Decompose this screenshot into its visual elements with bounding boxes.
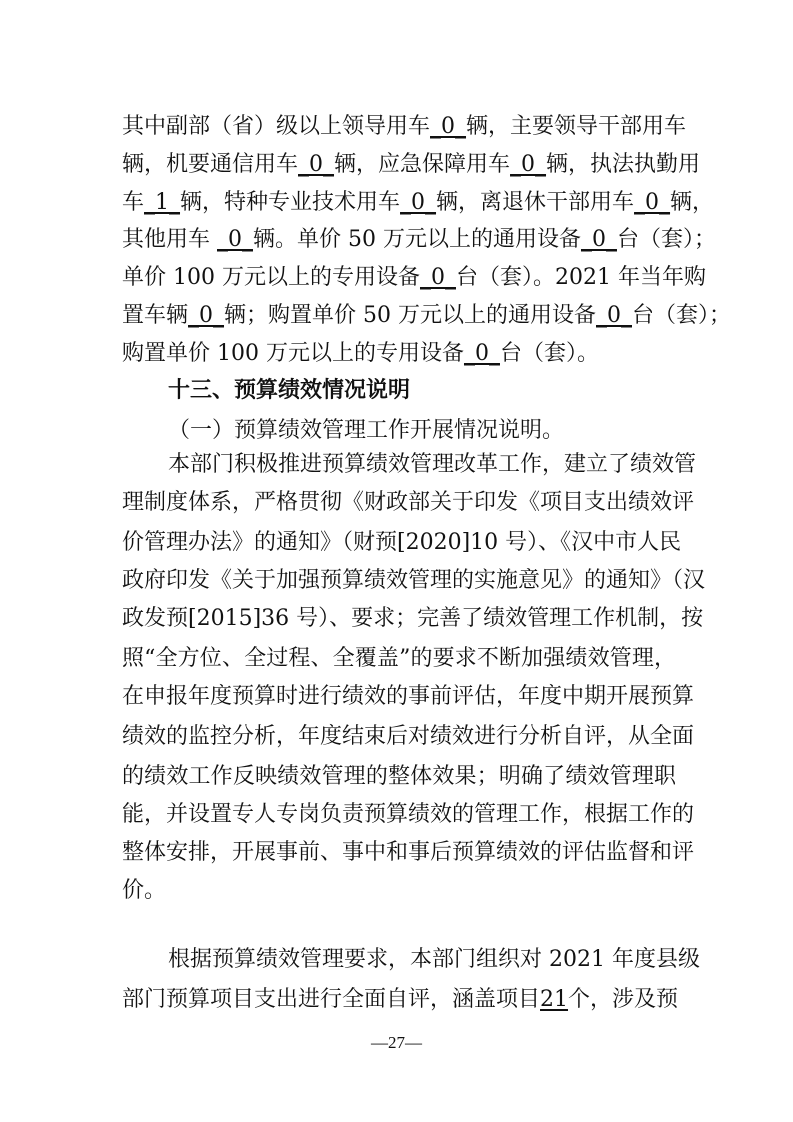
filled-blank: _0_ (580, 227, 617, 252)
filled-blank: 21 (540, 987, 569, 1012)
text-line (122, 258, 706, 298)
text-line (122, 483, 695, 523)
text-line (122, 639, 676, 679)
text-line (122, 561, 706, 601)
text-segment: 个，涉及预 (568, 987, 679, 1012)
text-segment: 其他用车 (122, 227, 217, 252)
text-line (122, 599, 704, 639)
text-segment: 的绩效工作反映绩效管理的整体效果；明确了绩效管理职 (122, 764, 676, 789)
text-segment: 辆， (670, 190, 715, 215)
text-line (122, 183, 715, 223)
text-segment: 照“全方位、全过程、全覆盖”的要求不断加强绩效管理， (122, 646, 676, 671)
page-number: —27— (371, 1033, 422, 1052)
filled-blank: _0_ (188, 303, 225, 328)
filled-blank: _0_ (400, 190, 437, 215)
text-segment: 十三、预算绩效情况说明 (168, 378, 411, 403)
text-segment: 台（套）； (616, 227, 716, 252)
text-segment: 其中副部（省）级以上领导用车 (122, 114, 431, 139)
text-segment: 价。 (122, 878, 167, 903)
text-segment: 价管理办法》的通知》（财预[2020]10 号）、《汉中市人民 (122, 530, 682, 555)
text-line (122, 795, 695, 835)
text-line (122, 220, 716, 260)
text-segment: 本部门积极推进预算绩效管理改革工作，建立了绩效管 (168, 452, 697, 477)
text-segment: 台（套）。2021 年当年购 (455, 265, 706, 290)
text-line (122, 523, 682, 563)
text-segment: 理制度体系，严格贯彻《财政部关于印发《项目支出绩效评 (122, 490, 695, 515)
text-segment: 台（套）； (632, 303, 732, 328)
text-segment: 整体安排，开展事前、事中和事后预算绩效的评估监督和评 (122, 840, 695, 865)
filled-blank: _0_ (430, 114, 467, 139)
text-segment: 在申报年度预算时进行绩效的事前评估，年度中期开展预算 (122, 684, 695, 709)
text-line (168, 371, 410, 411)
text-line (122, 677, 695, 717)
text-segment: 单价 100 万元以上的专用设备 (122, 265, 420, 290)
text-segment: 辆，特种专业技术用车 (180, 190, 401, 215)
filled-blank: _0_ (510, 152, 547, 177)
text-segment: 辆；购置单价 50 万元以上的通用设备 (224, 303, 596, 328)
text-line (122, 145, 701, 185)
text-segment: 辆，主要领导干部用车 (466, 114, 687, 139)
text-segment: 辆，机要通信用车 (122, 152, 299, 177)
text-segment: 购置单价 100 万元以上的专用设备 (122, 341, 464, 366)
text-line (168, 445, 697, 485)
filled-blank: _0_ (419, 265, 456, 290)
text-line (122, 757, 676, 797)
text-segment: 辆，应急保障用车 (334, 152, 511, 177)
text-line (122, 296, 732, 336)
text-segment: 政发预[2015]36 号）、要求；完善了绩效管理工作机制，按 (122, 606, 704, 631)
text-line (168, 940, 700, 980)
text-segment: 绩效的监控分析，年度结束后对绩效进行分析自评，从全面 (122, 724, 695, 749)
filled-blank: _1_ (144, 190, 181, 215)
text-segment: 辆，执法执勤用 (546, 152, 701, 177)
filled-blank: _0_ (634, 190, 671, 215)
text-line (122, 833, 695, 873)
text-segment: 能，并设置专人专岗负责预算绩效的管理工作，根据工作的 (122, 802, 695, 827)
text-line (122, 334, 599, 374)
text-segment: 政府印发《关于加强预算绩效管理的实施意见》的通知》（汉 (122, 568, 706, 593)
text-line (122, 107, 687, 147)
filled-blank: _0_ (463, 341, 500, 366)
filled-blank: _0_ (596, 303, 632, 328)
text-segment: 辆，离退休干部用车 (436, 190, 635, 215)
filled-blank: _0_ (298, 152, 335, 177)
text-line (122, 871, 166, 911)
filled-blank: _0_ (217, 227, 253, 252)
text-segment: 辆。单价 50 万元以上的通用设备 (253, 227, 581, 252)
text-line (122, 717, 695, 757)
text-segment: 台（套）。 (499, 341, 599, 366)
text-segment: 部门预算项目支出进行全面自评，涵盖项目 (122, 987, 541, 1012)
text-segment: 车 (122, 190, 145, 215)
text-segment: 置车辆 (122, 303, 189, 328)
text-segment: 根据预算绩效管理要求，本部门组织对 2021 年度县级 (168, 947, 700, 972)
text-line (122, 980, 679, 1020)
text-segment: （一）预算绩效管理工作开展情况说明。 (168, 418, 565, 443)
